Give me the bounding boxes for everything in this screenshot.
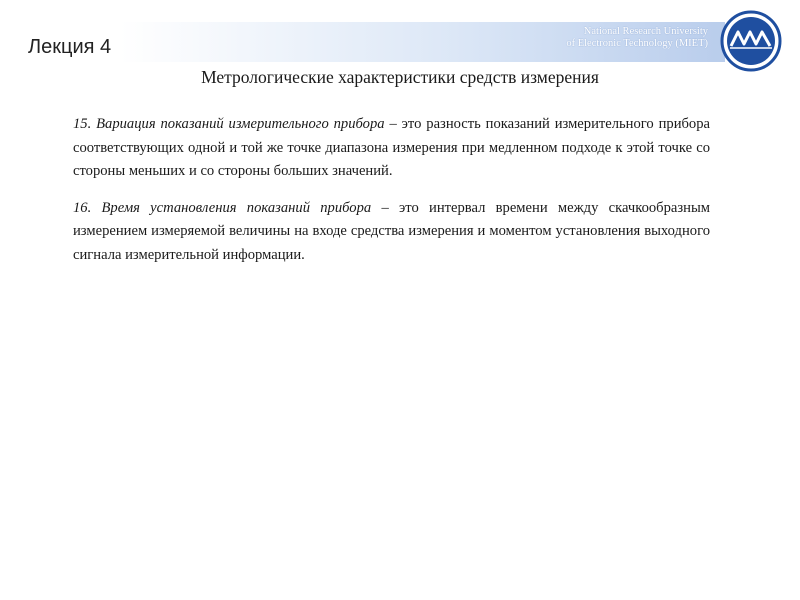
university-line-2: of Electronic Technology (MIET) (566, 38, 708, 49)
definition-paragraph (73, 197, 710, 268)
university-name (566, 26, 708, 50)
definition-term: 16. Время установления показаний прибора (73, 199, 372, 216)
lecture-label: Лекция 4 (28, 36, 112, 58)
definition-text: – это разность показаний измерительного прибора соответствующих одной и той же точке диапазона измерения при медленном подходе к этой точке со стороны меньших и со стороны больших значений. (73, 116, 711, 179)
slide-content (73, 113, 710, 280)
definition-paragraph (73, 113, 710, 184)
university-line-1: National Research University (583, 26, 708, 37)
definition-text: – это интервал времени между скачкообразным измерением измеряемой величины на входе средства измерения и моментом установления выходного сигнала измерительной информации. (73, 199, 710, 263)
miet-logo (720, 10, 782, 72)
definition-term: 15. Вариация показаний измерительного прибора (73, 116, 385, 132)
slide-title: Метрологические характеристики средств измерения (201, 67, 599, 87)
